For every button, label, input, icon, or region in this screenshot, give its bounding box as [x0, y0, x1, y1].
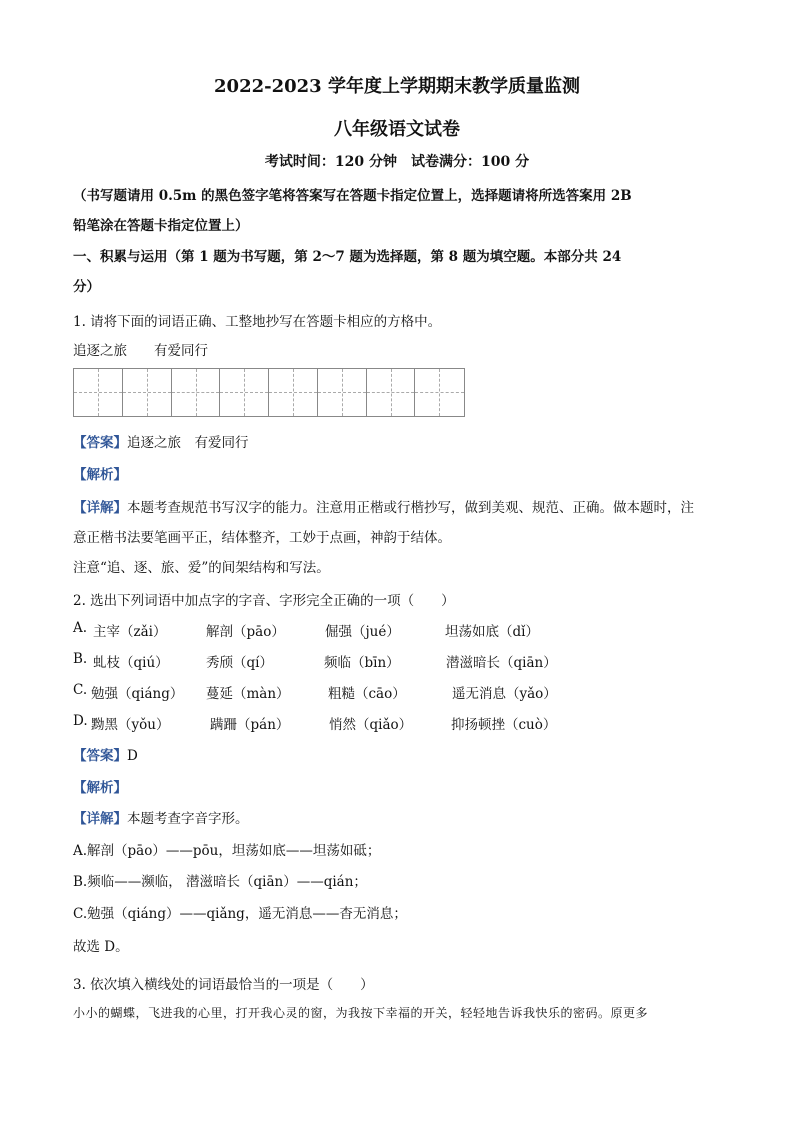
- q2-detail-b: B.频临——濒临， 潜滋暗长（qiān）——qián；: [73, 874, 367, 890]
- writing-grid: [73, 368, 465, 417]
- question-3: 3. 依次填入横线处的词语最恰当的一项是（ ）: [73, 977, 374, 993]
- option-item: 抑扬顿挫（cuò）: [451, 717, 557, 733]
- instructions-line-1: （书写题请用 0.5m 的黑色签字笔将答案写在答题卡指定位置上，选择题请将所选答案用 2B: [73, 188, 632, 204]
- question-2: 2. 选出下列词语中加点字的字音、字形完全正确的一项（ ）: [73, 593, 455, 609]
- option-item: 蔓延（màn）: [206, 686, 290, 702]
- option-item: 坦荡如底（dǐ）: [445, 624, 539, 640]
- answer-tag: 【答案】: [73, 748, 127, 764]
- option-item: 遥无消息（yǎo）: [452, 686, 557, 702]
- q2-answer: [73, 744, 138, 764]
- q1-detail-line-1: [73, 496, 694, 516]
- detail-text: 本题考查规范书写汉字的能力。注意用正楷或行楷抄写，做到美观、规范、正确。做本题时，注: [127, 500, 694, 516]
- answer-text: 追逐之旅 有爱同行: [127, 435, 249, 451]
- option-item: 频临（bīn）: [324, 655, 400, 671]
- exam-subtitle: 八年级语文试卷: [334, 119, 460, 140]
- q1-detail-line-3: 注意“追、逐、旅、爱”的间架结构和写法。: [73, 560, 330, 576]
- option-item: 悄然（qiǎo）: [329, 717, 413, 733]
- q2-option-d: [73, 713, 733, 733]
- q1-detail-line-2: 意正楷书法要笔画平正，结体整齐，工妙于点画，神韵于结体。: [73, 530, 451, 546]
- detail-text: 本题考查字音字形。: [127, 811, 249, 827]
- option-label: C.: [73, 682, 88, 698]
- q1-answer: [73, 431, 249, 451]
- section-heading-line-2: 分）: [73, 279, 100, 295]
- grid-cell: [74, 369, 123, 416]
- option-item: 解剖（pāo）: [206, 624, 285, 640]
- q2-option-c: [73, 682, 733, 702]
- grid-cell: [220, 369, 269, 416]
- option-item: 粗糙（cāo）: [328, 686, 406, 702]
- q2-analysis-tag: 【解析】: [73, 780, 127, 796]
- grid-cell: [415, 369, 464, 416]
- option-label: D.: [73, 713, 88, 729]
- q2-option-a: [73, 620, 733, 640]
- grid-cell: [318, 369, 367, 416]
- option-item: 虬枝（qiú）: [93, 655, 169, 671]
- exam-info: 考试时间：120 分钟 试卷满分：100 分: [264, 154, 530, 170]
- detail-tag: 【详解】: [73, 500, 127, 516]
- question-1-words: 追逐之旅 有爱同行: [73, 343, 208, 359]
- answer-text: D: [127, 748, 138, 764]
- q2-option-b: [73, 651, 733, 671]
- option-item: 黝黑（yǒu）: [91, 717, 170, 733]
- option-item: 倔强（jué）: [325, 624, 400, 640]
- q2-conclusion: 故选 D。: [73, 939, 129, 955]
- instructions-line-2: 铅笔涂在答题卡指定位置上）: [73, 218, 249, 234]
- section-heading-line-1: 一、积累与运用（第 1 题为书写题，第 2～7 题为选择题，第 8 题为填空题。本部分共 24: [73, 249, 622, 265]
- question-1: 1. 请将下面的词语正确、工整地抄写在答题卡相应的方格中。: [73, 314, 442, 330]
- question-3-passage: 小小的蝴蝶，飞进我的心里，打开我心灵的窗，为我按下幸福的开关，轻轻地告诉我快乐的密码。原更多: [73, 1006, 649, 1020]
- option-item: 秀颀（qí）: [206, 655, 273, 671]
- option-item: 主宰（zǎi）: [93, 624, 167, 640]
- option-item: 蹒跚（pán）: [210, 717, 290, 733]
- option-label: B.: [73, 651, 88, 667]
- q1-analysis-tag: 【解析】: [73, 467, 127, 483]
- q2-detail-a: A.解剖（pāo）——pōu，坦荡如底——坦荡如砥；: [73, 843, 381, 859]
- grid-cell: [269, 369, 318, 416]
- q2-detail-intro: [73, 807, 249, 827]
- option-label: A.: [73, 620, 88, 636]
- q2-detail-c: C.勉强（qiáng）——qiǎng，遥无消息——杳无消息；: [73, 906, 407, 922]
- grid-cell: [172, 369, 221, 416]
- option-item: 勉强（qiáng）: [91, 686, 184, 702]
- detail-tag: 【详解】: [73, 811, 127, 827]
- answer-tag: 【答案】: [73, 435, 127, 451]
- exam-title: 2022-2023 学年度上学期期末教学质量监测: [214, 76, 580, 97]
- grid-cell: [367, 369, 416, 416]
- grid-cell: [123, 369, 172, 416]
- option-item: 潜滋暗长（qiān）: [446, 655, 557, 671]
